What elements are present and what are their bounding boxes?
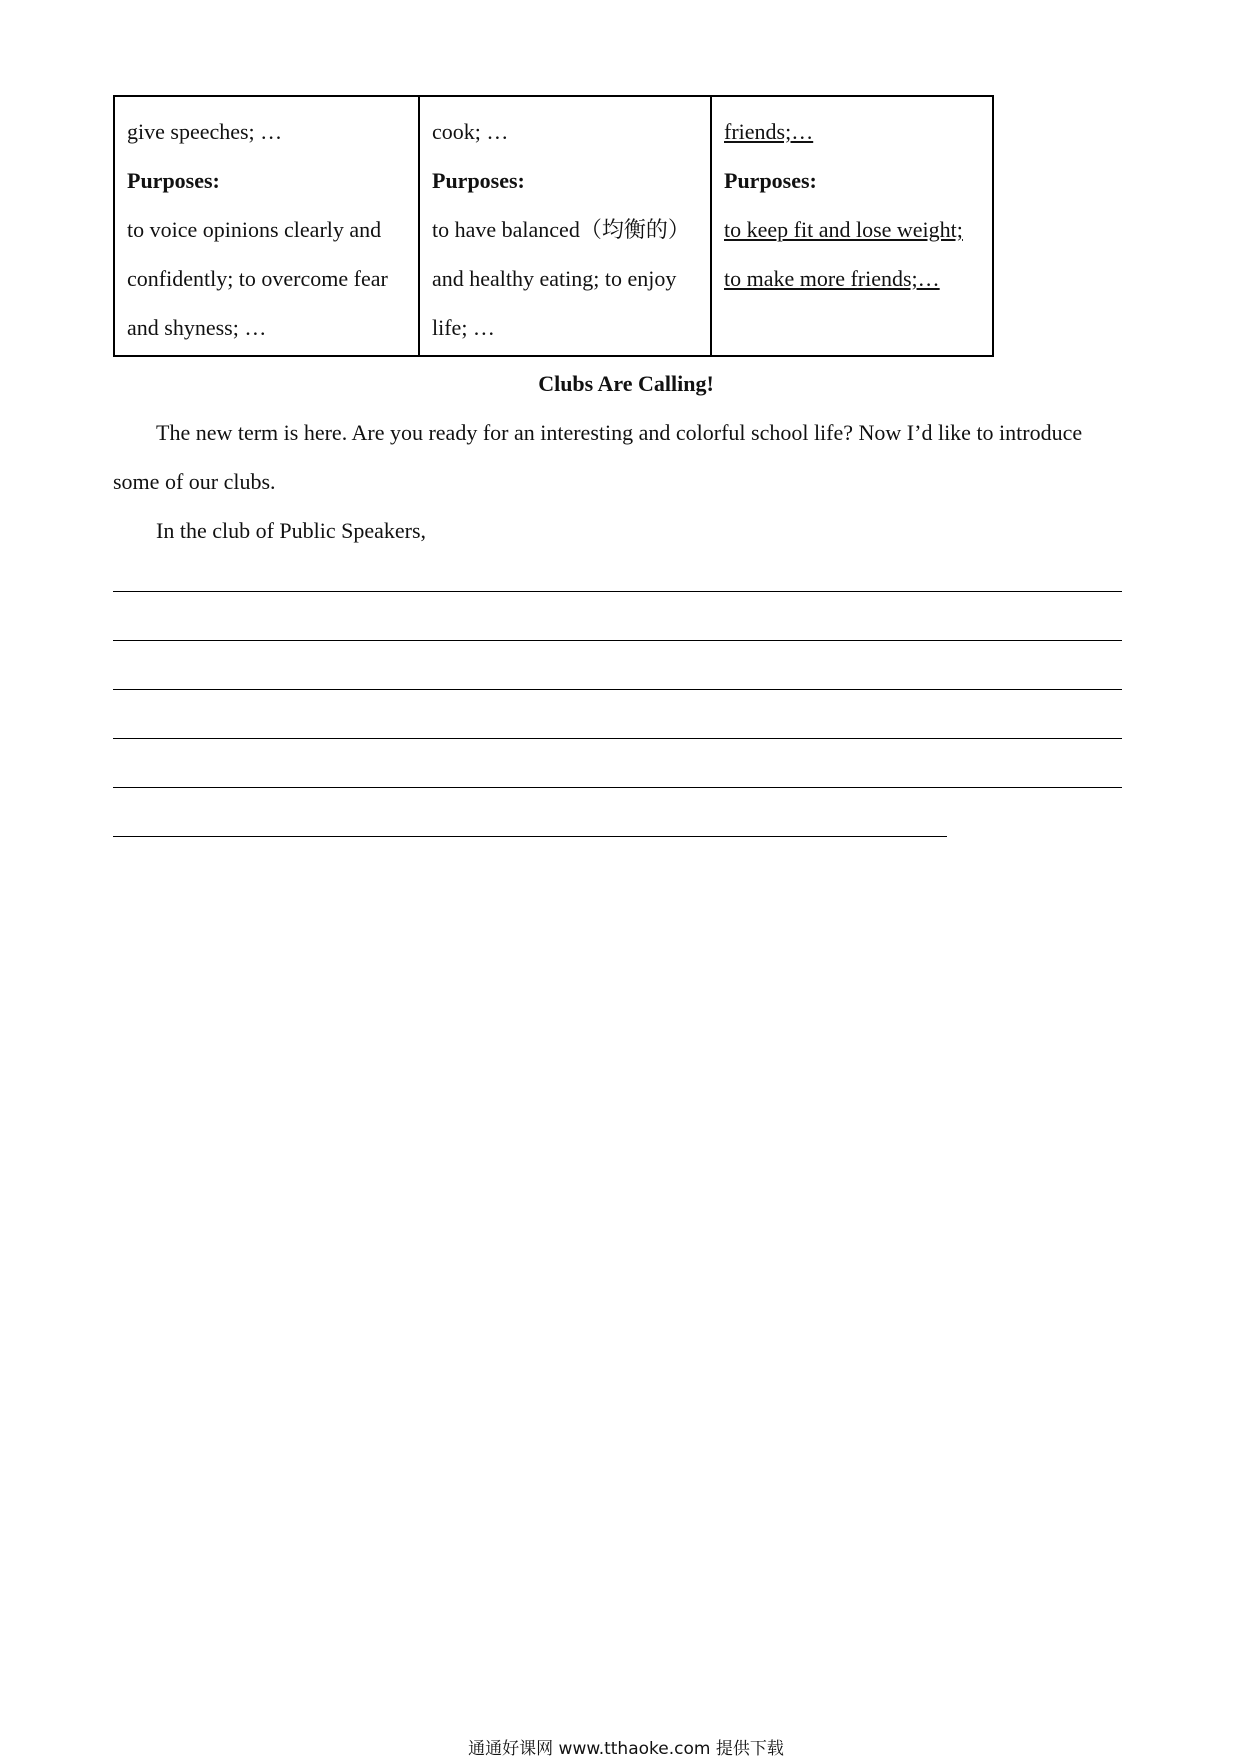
cell-line: and healthy eating; to enjoy: [432, 266, 677, 291]
purposes-label: Purposes:: [724, 168, 817, 193]
answer-line: [113, 640, 1122, 641]
cell-line: to voice opinions clearly and: [127, 217, 382, 242]
cell-line: confidently; to overcome fear: [127, 266, 388, 291]
intro-paragraph: The new term is here. Are you ready for an interesting and colorful school life? Now I’d like to introduce some of our clubs.: [113, 420, 1083, 494]
table-cell-cooking: [419, 96, 711, 356]
table-cell-third-club: [711, 96, 993, 356]
cell-line: and shyness; …: [127, 315, 267, 340]
cell-line: to have balanced（均衡的）: [432, 217, 690, 242]
answer-line: [113, 738, 1122, 739]
answer-line: [113, 591, 1122, 592]
purposes-label: Purposes:: [432, 168, 525, 193]
cell-line: [724, 205, 980, 254]
prompt-paragraph: In the club of Public Speakers,: [156, 518, 427, 543]
cell-line: friends;…: [724, 119, 814, 144]
table-row: [114, 96, 993, 356]
essay-title-text: Clubs Are Calling!: [538, 371, 714, 396]
cell-line: to make more friends;…: [724, 266, 940, 291]
answer-line: [113, 689, 1122, 690]
answer-line: [113, 787, 1122, 788]
cell-line-text: to keep fit and lose weight;: [724, 217, 963, 242]
footer-text: 通通好课网 www.tthaoke.com 提供下载: [468, 1739, 784, 1759]
essay-title: [0, 370, 1240, 398]
cell-line: cook; …: [432, 119, 509, 144]
cell-line: life; …: [432, 315, 495, 340]
purposes-label: Purposes:: [127, 168, 220, 193]
answer-line: [113, 836, 947, 837]
cell-line: give speeches; …: [127, 119, 283, 144]
table-cell-public-speakers: [114, 96, 419, 356]
page-footer: [0, 1739, 1240, 1759]
club-info-table: [113, 95, 994, 357]
